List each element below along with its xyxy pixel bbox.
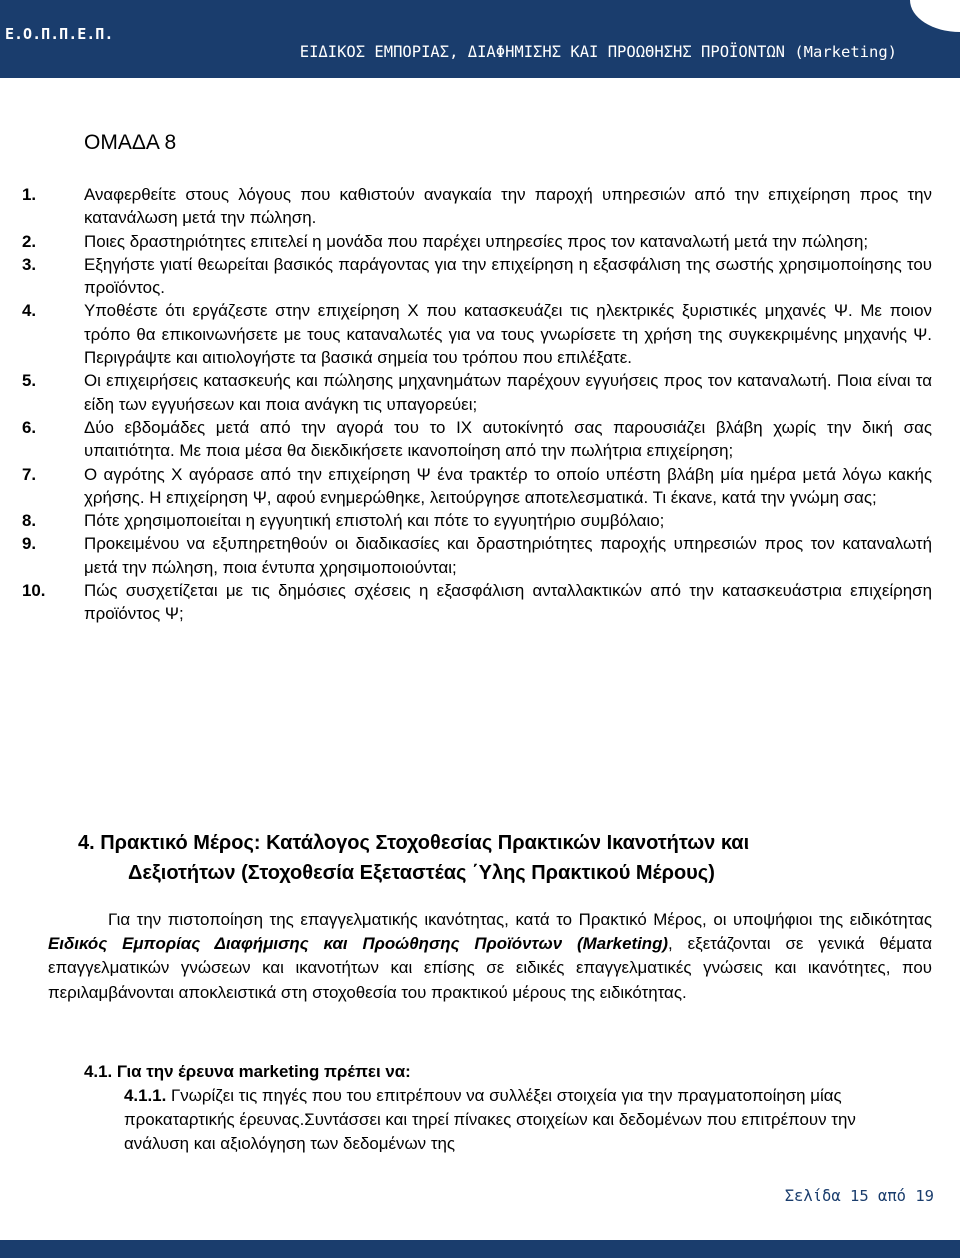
question-item [22,509,932,532]
question-text: Προκειμένου να εξυπηρετηθούν οι διαδικασίες και δραστηριότητες παροχής υπηρεσιών προς τον καταναλωτή μετά την πώληση, ποια έντυπα χρησιμοποιούνται; [84,534,932,577]
question-text: Οι επιχειρήσεις κατασκευής και πώλησης μηχανημάτων παρέχουν εγγυήσεις προς τον καταναλωτή. Ποια είναι τα είδη των εγγυήσεων και ποια ανάγκη τις υπαγορεύει; [84,371,932,414]
question-number: 10. [22,581,46,601]
header-title: ΕΙΔΙΚΟΣ ΕΜΠΟΡΙΑΣ, ΔΙΑΦΗΜΙΣΗΣ ΚΑΙ ΠΡΟΩΘΗΣΗΣ ΠΡΟΪΟΝΤΩΝ (Marketing) [299,43,897,61]
subsection-item-number: 4.1.1. [124,1086,167,1105]
question-item [22,416,932,463]
subsection-title: 4.1. Για την έρευνα marketing πρέπει να: [84,1062,411,1081]
question-number: 5. [22,371,37,391]
header-corner-decoration [910,0,960,32]
question-text: Εξηγήστε γιατί θεωρείται βασικός παράγοντας για την επιχείρηση η εξασφάλιση της σωστής χρησιμοποίησης του προϊόντος. [84,254,932,298]
question-text: Ποιες δραστηριότητες επιτελεί η μονάδα που παρέχει υπηρεσίες προς τον καταναλωτή μετά την πώληση; [84,231,869,251]
question-item [22,253,932,300]
section-title-line1: 4. Πρακτικό Μέρος: Κατάλογος Στοχοθεσίας Πρακτικών Ικανοτήτων και [78,832,750,854]
question-text: Αναφερθείτε στους λόγους που καθιστούν αναγκαία την παροχή υπηρεσιών από την επιχείρηση προς την κατανάλωση μετά την πώληση. [84,185,932,228]
question-number: 4. [22,301,37,321]
question-number: 3. [22,254,37,274]
question-number: 1. [22,185,37,204]
paragraph-text-after: , εξετάζονται σε γενικά θέματα επαγγελματικών γνώσεων και ικανοτήτων και επίσης σε ειδικές επαγγελματικές γνώσεις και ικανότητες, που περιλαμβάνονται αποκλειστικά στη στοχοθεσία του πρακτικού μέρους της ειδικότητας. [48,934,932,1002]
page-header [0,0,960,78]
question-item [22,463,932,510]
footer-bar [0,1240,960,1258]
section-paragraph [48,908,932,1005]
page-number: Σελίδα 15 από 19 [784,1187,934,1205]
question-text: Δύο εβδομάδες μετά από την αγορά του το ΙΧ αυτοκίνητό σας παρουσιάζει βλάβη χωρίς την δική σας υπαιτιότητα. Με ποια μέσα θα διεκδικήσετε ικανοποίηση από την πωλήτρια επιχείρηση; [84,417,932,461]
question-item [22,579,932,626]
question-number: 9. [22,534,37,554]
question-text: Ο αγρότης Χ αγόρασε από την επιχείρηση Ψ ένα τρακτέρ το οποίο υπέστη βλάβη μία ημέρα μετά λόγω κακής χρήσης. Η επιχείρηση Ψ, αφού ενημερώθηκε, λειτούργησε αποτελεσματικά. Τι έκανε, κατά την γνώμη σας; [84,464,932,507]
question-number: 8. [22,511,37,531]
question-item [22,532,932,579]
question-number: 7. [22,464,37,484]
question-text: Υποθέστε ότι εργάζεστε στην επιχείρηση Χ που κατασκευάζει τις ηλεκτρικές ξυριστικές μηχανές Ψ. Με ποιον τρόπο θα επικοινωνήσετε με τους καταναλωτές για να τους γνωρίσετε τη χρήση της συγκεκριμένης μηχανής Ψ. Περιγράψτε και αιτιολογήστε τα βασικά σημεία του τρόπου που επιλέξατε. [84,301,932,368]
question-item [22,369,932,416]
question-number: 2. [22,231,37,251]
question-item [22,299,932,369]
group-title: ΟΜΑΔΑ 8 [84,131,177,154]
paragraph-specialty: Ειδικός Εμπορίας Διαφήμισης και Προώθησης Προϊόντων (Marketing) [48,934,669,954]
section-title [78,828,918,888]
question-text: Πότε χρησιμοποιείται η εγγυητική επιστολή και πότε το εγγυητήριο συμβόλαιο; [84,511,665,531]
question-list [22,183,932,626]
subsection-item-text: Γνωρίζει τις πηγές που του επιτρέπουν να συλλέξει στοιχεία για την πραγματοποίηση μίας προκαταρτικής έρευνας.Συντάσσει και τηρεί πίνακες στοιχείων και δεδομένων που επιτρέπουν την ανάλυση και αξιολόγηση των δεδομένων της [124,1086,856,1153]
question-number: 6. [22,417,37,437]
subsection-item [124,1084,924,1156]
org-name: Ε.Ο.Π.Π.Ε.Π. [5,25,114,43]
question-item [22,230,932,253]
paragraph-text-before: Για την πιστοποίηση της επαγγελματικής ικανότητας, κατά το Πρακτικό Μέρος, οι υποψήφιοι της ειδικότητας [108,910,932,929]
question-text: Πώς συσχετίζεται με τις δημόσιες σχέσεις η εξασφάλιση ανταλλακτικών από την κατασκευάστρια επιχείρηση προϊόντος Ψ; [84,581,932,624]
section-title-line2: Δεξιοτήτων (Στοχοθεσία Εξεταστέας ΄Υλης Πρακτικού Μέρους) [128,862,715,884]
question-item [22,183,932,230]
